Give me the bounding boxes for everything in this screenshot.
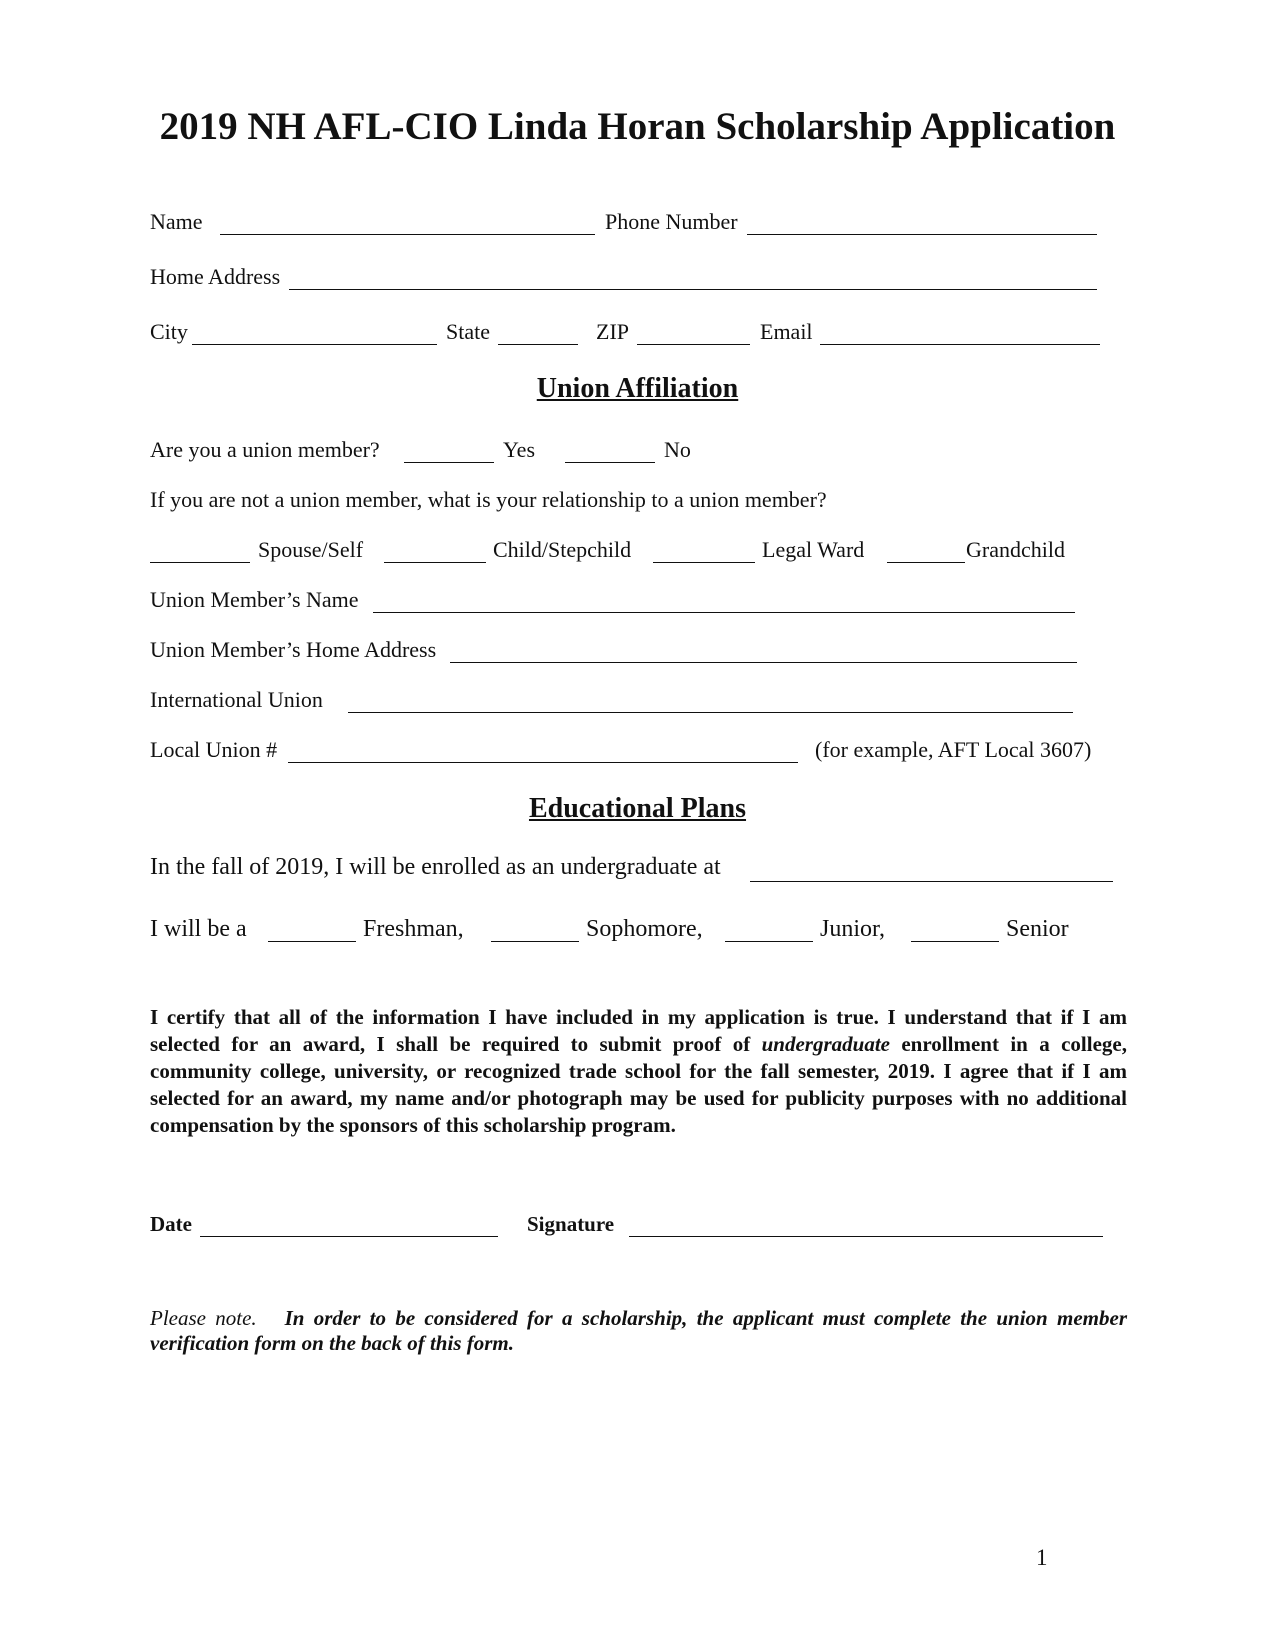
grandchild-label: Grandchild [966, 537, 1065, 562]
international-union-label: International Union [150, 687, 323, 712]
name-field[interactable] [220, 234, 595, 235]
city-label: City [150, 319, 188, 344]
zip-field[interactable] [637, 344, 750, 345]
no-field[interactable] [565, 462, 655, 463]
no-label: No [664, 437, 691, 462]
child-stepchild-label: Child/Stepchild [493, 537, 632, 562]
email-label: Email [760, 319, 813, 344]
legal-ward-label: Legal Ward [762, 537, 865, 562]
member-name-label: Union Member’s Name [150, 587, 359, 612]
zip-label: ZIP [596, 319, 629, 344]
state-label: State [446, 319, 490, 344]
please-note [150, 1306, 1127, 1356]
certification-text-2: enrollment in a college, community college, university, or recognized trade school for the fall semester, 2019. I agree that if I am selected for an award, my name and/or photograph may be used for publicity purposes with no additional compensation by the sponsors of this scholarship program. [150, 1032, 1127, 1137]
institution-field[interactable] [750, 881, 1113, 882]
grandchild-field[interactable] [887, 562, 965, 563]
date-field[interactable] [200, 1236, 498, 1237]
member-address-field[interactable] [450, 662, 1077, 663]
union-member-question: Are you a union member? [150, 437, 380, 462]
email-field[interactable] [820, 344, 1100, 345]
certification-text-1: I certify that all of the information I have included in my application is true. I understand that if I am selected for an award, I shall be required to submit proof of [150, 1005, 1127, 1056]
relationship-question: If you are not a union member, what is your relationship to a union member? [150, 487, 827, 512]
member-address-label: Union Member’s Home Address [150, 637, 437, 662]
name-label: Name [150, 209, 203, 234]
certification-paragraph [150, 1004, 1127, 1139]
home-address-label: Home Address [150, 264, 281, 289]
sophomore-label: Sophomore, [586, 916, 703, 942]
yes-label: Yes [503, 437, 536, 462]
signature-label: Signature [527, 1212, 615, 1236]
class-year-prefix: I will be a [150, 916, 247, 942]
junior-label: Junior, [820, 916, 886, 942]
yes-field[interactable] [404, 462, 494, 463]
phone-field[interactable] [747, 234, 1097, 235]
note-prefix: Please note. [150, 1306, 257, 1330]
enrolled-label: In the fall of 2019, I will be enrolled as an undergraduate at [150, 854, 721, 880]
member-name-field[interactable] [373, 612, 1075, 613]
senior-label: Senior [1006, 916, 1069, 942]
phone-label: Phone Number [605, 209, 738, 234]
union-affiliation-heading: Union Affiliation [536, 373, 739, 404]
freshman-field[interactable] [268, 941, 356, 942]
international-union-field[interactable] [348, 712, 1073, 713]
local-union-label: Local Union # [150, 737, 278, 762]
junior-field[interactable] [725, 941, 813, 942]
educational-plans-heading: Educational Plans [528, 793, 747, 824]
city-field[interactable] [192, 344, 437, 345]
note-text: In order to be considered for a scholarship, the applicant must complete the union member verification form on the back of this form. [150, 1306, 1127, 1355]
form-title: 2019 NH AFL-CIO Linda Horan Scholarship Application [159, 105, 1116, 148]
legal-ward-field[interactable] [653, 562, 755, 563]
local-union-field[interactable] [288, 762, 798, 763]
freshman-label: Freshman, [363, 916, 464, 942]
certification-emphasis: undergraduate [761, 1032, 890, 1056]
page-number: 1 [1036, 1545, 1048, 1570]
spouse-self-field[interactable] [150, 562, 250, 563]
local-union-example: (for example, AFT Local 3607) [815, 737, 1092, 762]
signature-field[interactable] [629, 1236, 1103, 1237]
child-stepchild-field[interactable] [384, 562, 486, 563]
spouse-self-label: Spouse/Self [258, 537, 364, 562]
home-address-field[interactable] [289, 289, 1097, 290]
date-label: Date [150, 1212, 192, 1236]
state-field[interactable] [498, 344, 578, 345]
senior-field[interactable] [911, 941, 999, 942]
sophomore-field[interactable] [491, 941, 579, 942]
